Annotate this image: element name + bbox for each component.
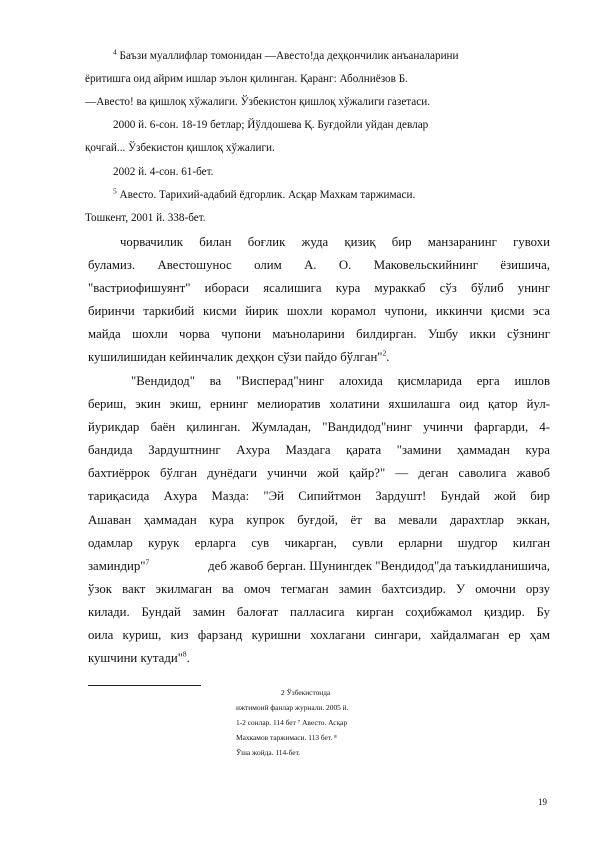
footnote-4-line-5: қочгай... Ўзбекистон қишлоқ хўжалиги.: [85, 142, 275, 154]
paragraph-2-line-1: "Вендидод" ва "Висперад"нинг алохида қисмларида ерга ишлов: [131, 374, 550, 388]
paragraph-1-line-3: "вастриофишуянт" ибораси ясалишига кура мураккаб сўз бўлиб унинг: [88, 281, 550, 295]
paragraph-2-line-5: бахтиёррок бўлган дунёдаги учинчи жой қайр?" — деган саволига жавоб: [88, 466, 550, 480]
paragraph-2-line-7: Ашаван ҳаммадан кура купрок буғдой, ёт ва мевали дарахтлар эккан,: [88, 513, 550, 527]
paragraph-2-line-2: бериш, экин экиш, ернинг мелиоратив холатини яхшилашга оид қатор йул-: [88, 397, 550, 411]
footnote-4-line-6: 2002 й. 4-сон. 61-бет.: [113, 166, 214, 178]
paragraph-2-line-3: йурикдар баён қилинган. Жумладан, "Вандидод"нинг учинчи фаргарди, 4-: [88, 420, 550, 434]
paragraph-2-line-12: оила куриш, киз фарзанд куришни хохлагани сингари, хайдалмаган ер ҳам: [88, 628, 550, 642]
paragraph-1-line-4: биринчи таркибий кисми йирик шохли корамол чупони, иккинчи қисми эса: [88, 304, 550, 318]
paragraph-1-line-6: кушилишидан кейинчалик деҳқон сўзи пайдо бўлган"$^2$.: [88, 348, 390, 364]
paragraph-2-line-11: килади. Бундай замин балоғат палласига кирган соҳибжамол қиздир. Бу: [88, 605, 550, 619]
footnote-4-line-2: ёритишга оид айрим ишлар эълон қилинган. Қаранг: Аболниёзов Б.: [85, 73, 408, 85]
paragraph-2-line-13: кушчини кутади"$^8$.: [88, 649, 190, 665]
paragraph-2-line-9: заминдир"$^7$ деб жавоб берган. Шунингдек "Вендидод"да таъкидланишича,: [88, 557, 550, 573]
footnote-5-mark: 5: [113, 186, 117, 196]
footnote-4-line-1: $^4$ Баъзи муаллифлар томонидан —Авесто!да деҳқончилик анъаналарини: [113, 47, 459, 62]
endnote-mark-2: 2: [382, 348, 387, 358]
footnote-4-mark: 4: [113, 47, 117, 57]
endnote-mark-8: 8: [182, 649, 187, 659]
footnote-4-line-3: —Авесто! ва қишлоқ хўжалиги. Ўзбекистон қишлоқ хўжалиги газетаси.: [85, 96, 431, 108]
bottom-footnote-line-1: 2 Ўзбекистонда: [281, 688, 331, 697]
endnote-mark-7: 7: [145, 557, 150, 567]
footnote-5-line-2: Тошкент, 2001 й. 338-бет.: [85, 212, 206, 224]
footnote-separator: [88, 685, 201, 686]
bottom-footnote-line-5: Ўша жойда. 114-бет.: [236, 748, 301, 757]
paragraph-2-line-6: тариқасида Ахура Мазда: "Эй Сипийтмон Зардушт! Бундай жой бир: [88, 489, 550, 503]
paragraph-1-line-5: майда шохли чорва чупони маъноларини билдирган. Ушбу икки сўзнинг: [88, 327, 550, 341]
bottom-footnote-line-2: ижтимоий фанлар журнали. 2005 й.: [236, 703, 349, 712]
paragraph-1-line-1: чорвачилик билан боғлик жуда қизиқ бир манзаранинг гувохи: [120, 235, 550, 249]
footnote-5-line-1: $^5$ Авесто. Тарихий-адабий ёдгорлик. Асқар Махкам таржимаси.: [113, 186, 416, 201]
bottom-footnote-line-3: 1-2 сонлар. 114 бет ⁷ Авесто. Асқар: [236, 718, 348, 727]
paragraph-2-line-10: ўзок вакт экилмаган ва омоч тегмаган замин бахтсиздир. У омочни орзу: [88, 582, 550, 596]
page-number: 19: [538, 797, 547, 807]
paragraph-2-line-8: одамлар курук ерларга сув чикарган, сувли ерларни шудгор килган: [88, 536, 550, 550]
paragraph-1-line-2: буламиз. Авестошунос олим А. О. Маковельскийнинг ёзишича,: [88, 258, 550, 272]
bottom-footnote-line-4: Махкамов таржимаси. 113 бет. ⁸: [236, 733, 337, 742]
paragraph-2-line-4: бандида Зардуштнинг Ахура Маздага қарата "замини ҳаммадан кура: [88, 443, 550, 457]
footnote-4-line-4: 2000 й. 6-сон. 18-19 бетлар; Йўлдошева Қ. Буғдойли уйдан девлар: [113, 119, 429, 131]
